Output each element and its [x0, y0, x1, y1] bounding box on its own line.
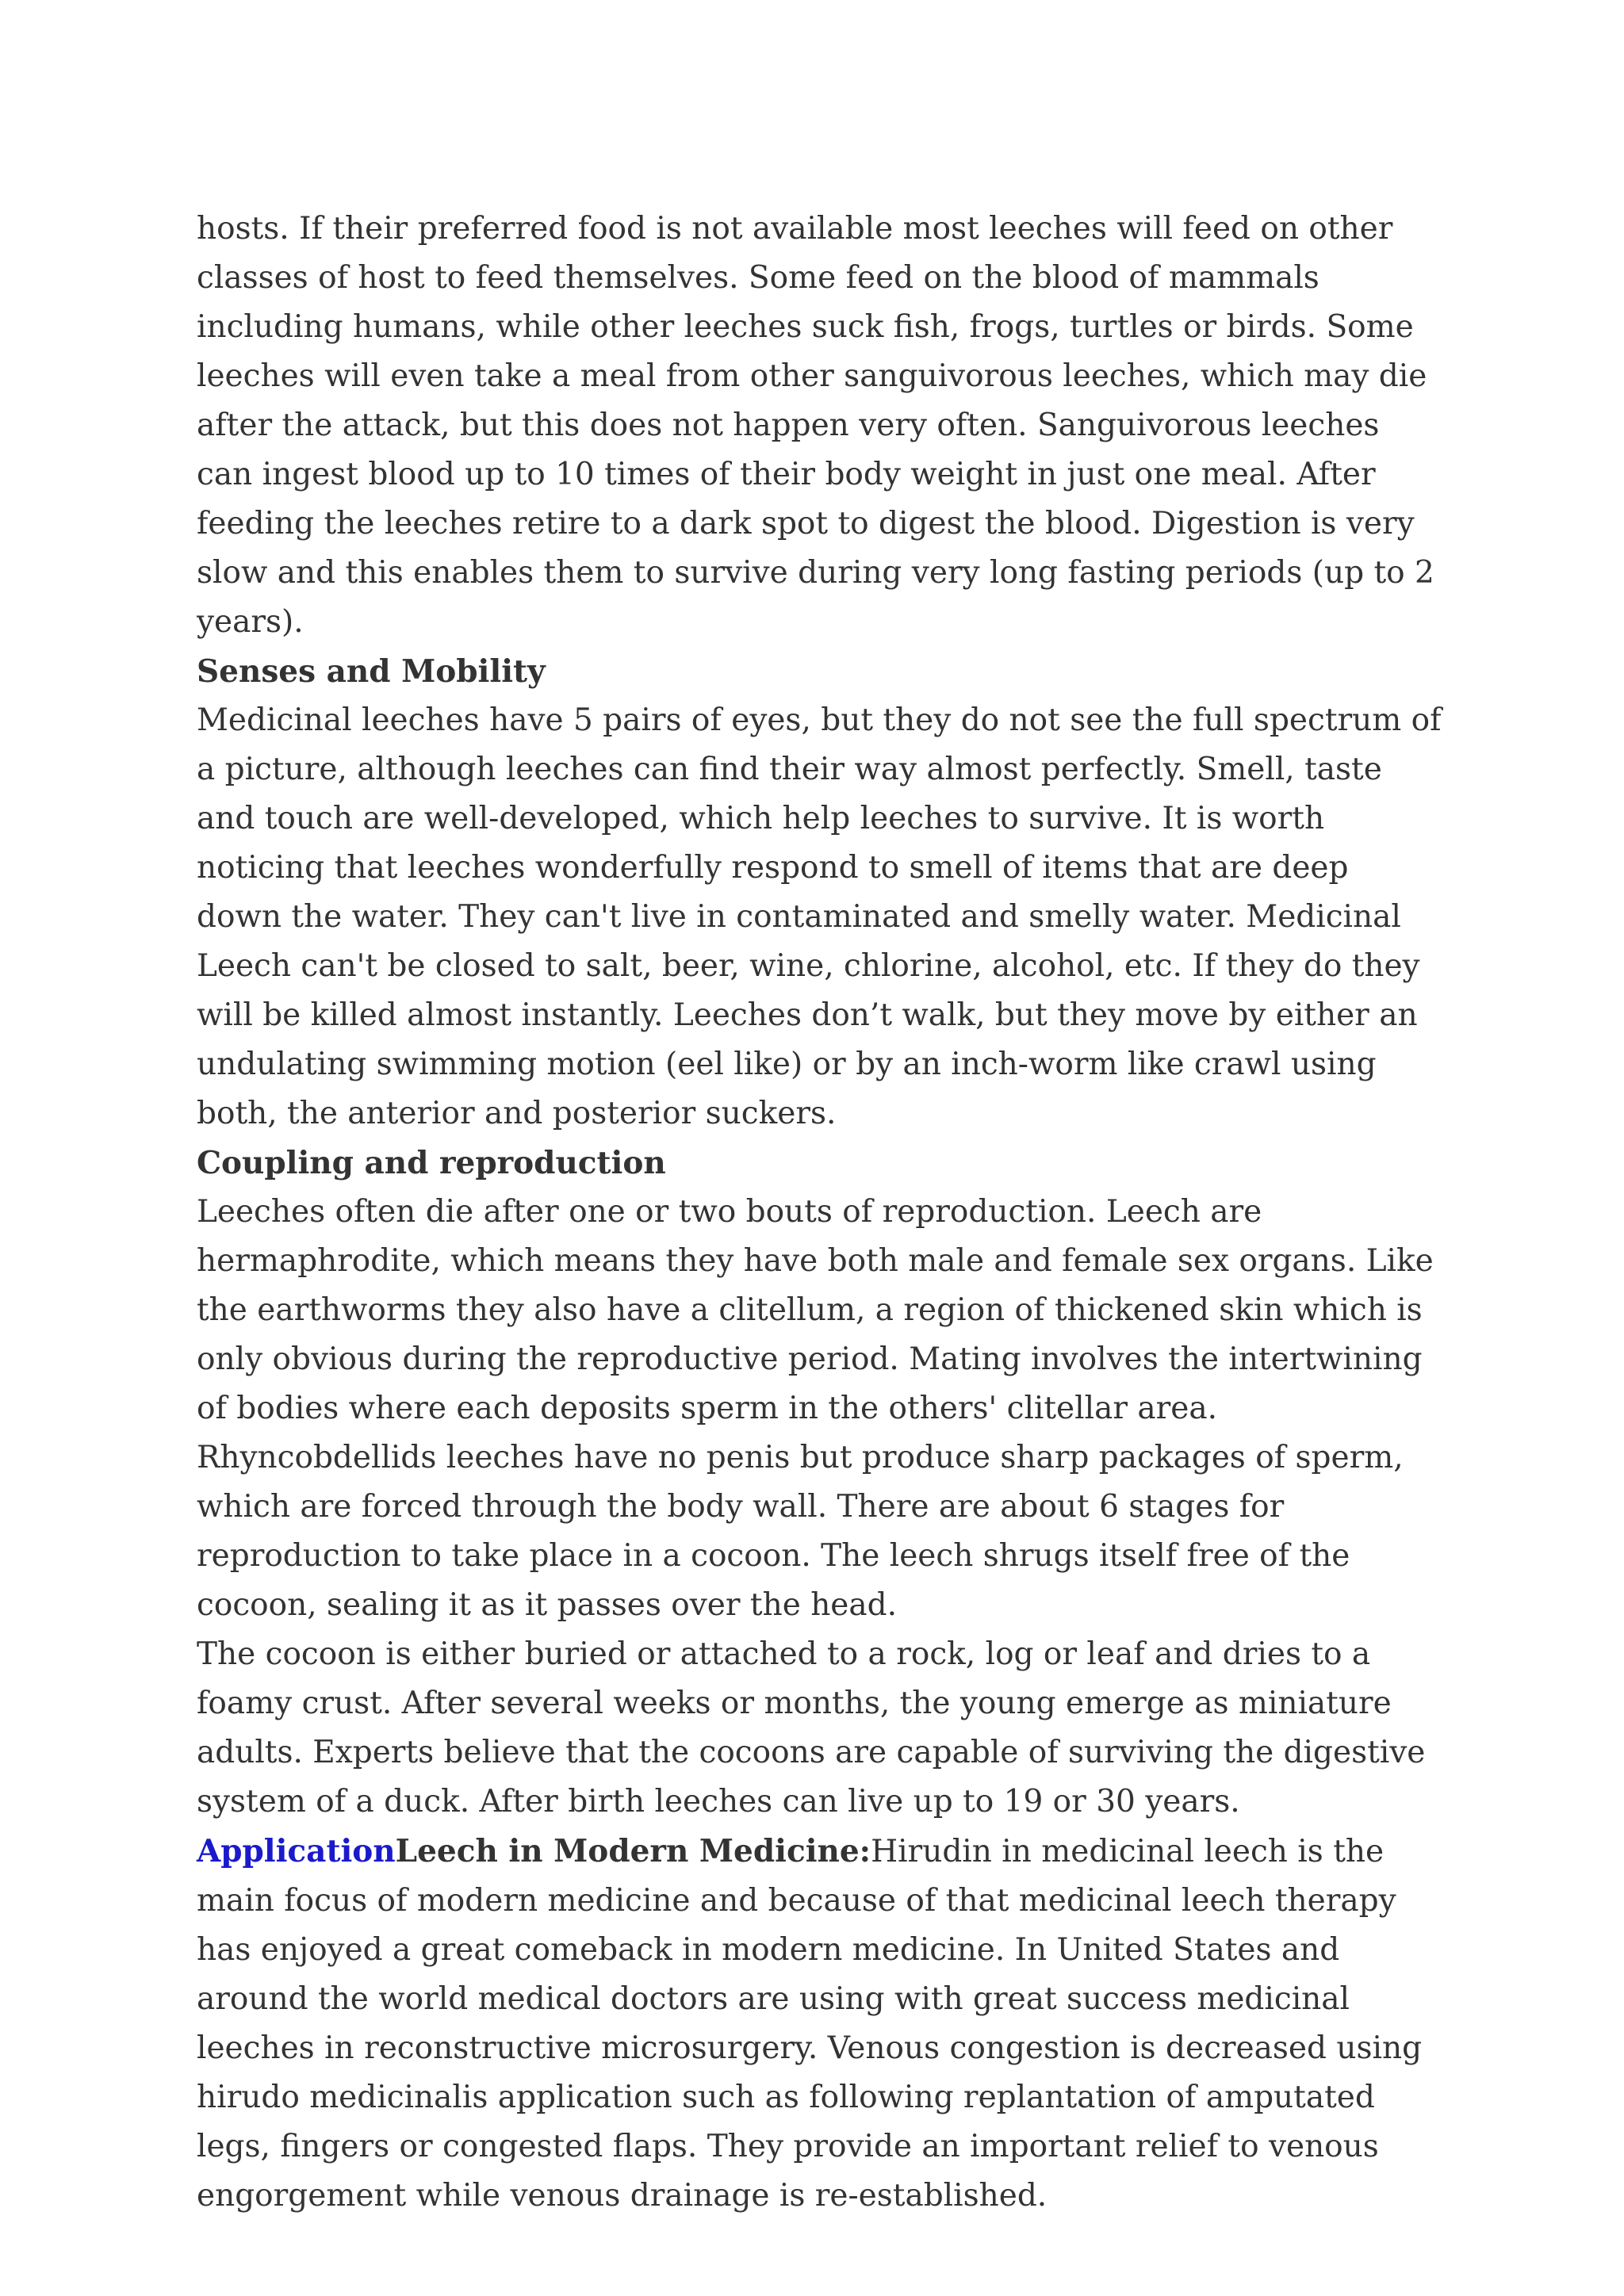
document-page — [197, 205, 1442, 2221]
coupling-heading: Coupling and reproduction — [197, 1145, 666, 1181]
intro-paragraph: hosts. If their preferred food is not available most leeches will feed on other classes of host to feed themselves. Some feed on the blood of mammals including humans, while other leeches suck fish, frogs, turtles or birds. Some leeches will even take a meal from other sanguivorous leeches, which may die after the attack, but this does not happen very often. Sanguivorous leeches can ingest blood up to 10 times of their body weight in just one meal. After feeding the leeches retire to a dark spot to digest the blood. Digestion is very slow and this enables them to survive during very long fasting periods (up to 2 years). — [197, 211, 1434, 640]
application-paragraph — [197, 1827, 1442, 2221]
coupling-paragraph-1: Leeches often die after one or two bouts of reproduction. Leech are hermaphrodite, which means they have both male and female sex organs. Like the earthworms they also have a clitellum, a region of thickened skin which is only obvious during the reproductive period. Mating involves the intertwining of bodies where each deposits sperm in the others' clitellar area. Rhyncobdellids leeches have no penis but produce sharp packages of sperm, which are forced through the body wall. There are about 6 stages for reproduction to take place in a cocoon. The leech shrugs itself free of the cocoon, sealing it as it passes over the head. — [197, 1194, 1434, 1623]
senses-heading: Senses and Mobility — [197, 653, 546, 690]
application-link[interactable]: Application — [197, 1833, 396, 1869]
application-body: Hirudin in medicinal leech is the main focus of modern medicine and because of that medicinal leech therapy has enjoyed a great comeback in modern medicine. In United States and around the world medical doctors are using with great success medicinal leeches in reconstructive microsurgery. Venous congestion is decreased using hirudo medicinalis application such as following replantation of amputated legs, fingers or congested flaps. They provide an important relief to venous engorgement while venous drainage is re-established. — [197, 1834, 1423, 2214]
senses-paragraph: Medicinal leeches have 5 pairs of eyes, but they do not see the full spectrum of a picture, although leeches can find their way almost perfectly. Smell, taste and touch are well-developed, which help leeches to survive. It is worth noticing that leeches wonderfully respond to smell of items that are deep down the water. They can't live in contaminated and smelly water. Medicinal Leech can't be closed to salt, beer, wine, chlorine, alcohol, etc. If they do they will be killed almost instantly. Leeches don’t walk, but they move by either an undulating swimming motion (eel like) or by an inch-worm like crawl using both, the anterior and posterior suckers. — [197, 702, 1442, 1131]
coupling-paragraph-2: The cocoon is either buried or attached to a rock, log or leaf and dries to a foamy crust. After several weeks or months, the young emerge as miniature adults. Experts believe that the cocoons are capable of surviving the digestive system of a duck. After birth leeches can live up to 19 or 30 years. — [197, 1636, 1426, 1820]
application-heading: Leech in Modern Medicine: — [395, 1833, 871, 1869]
